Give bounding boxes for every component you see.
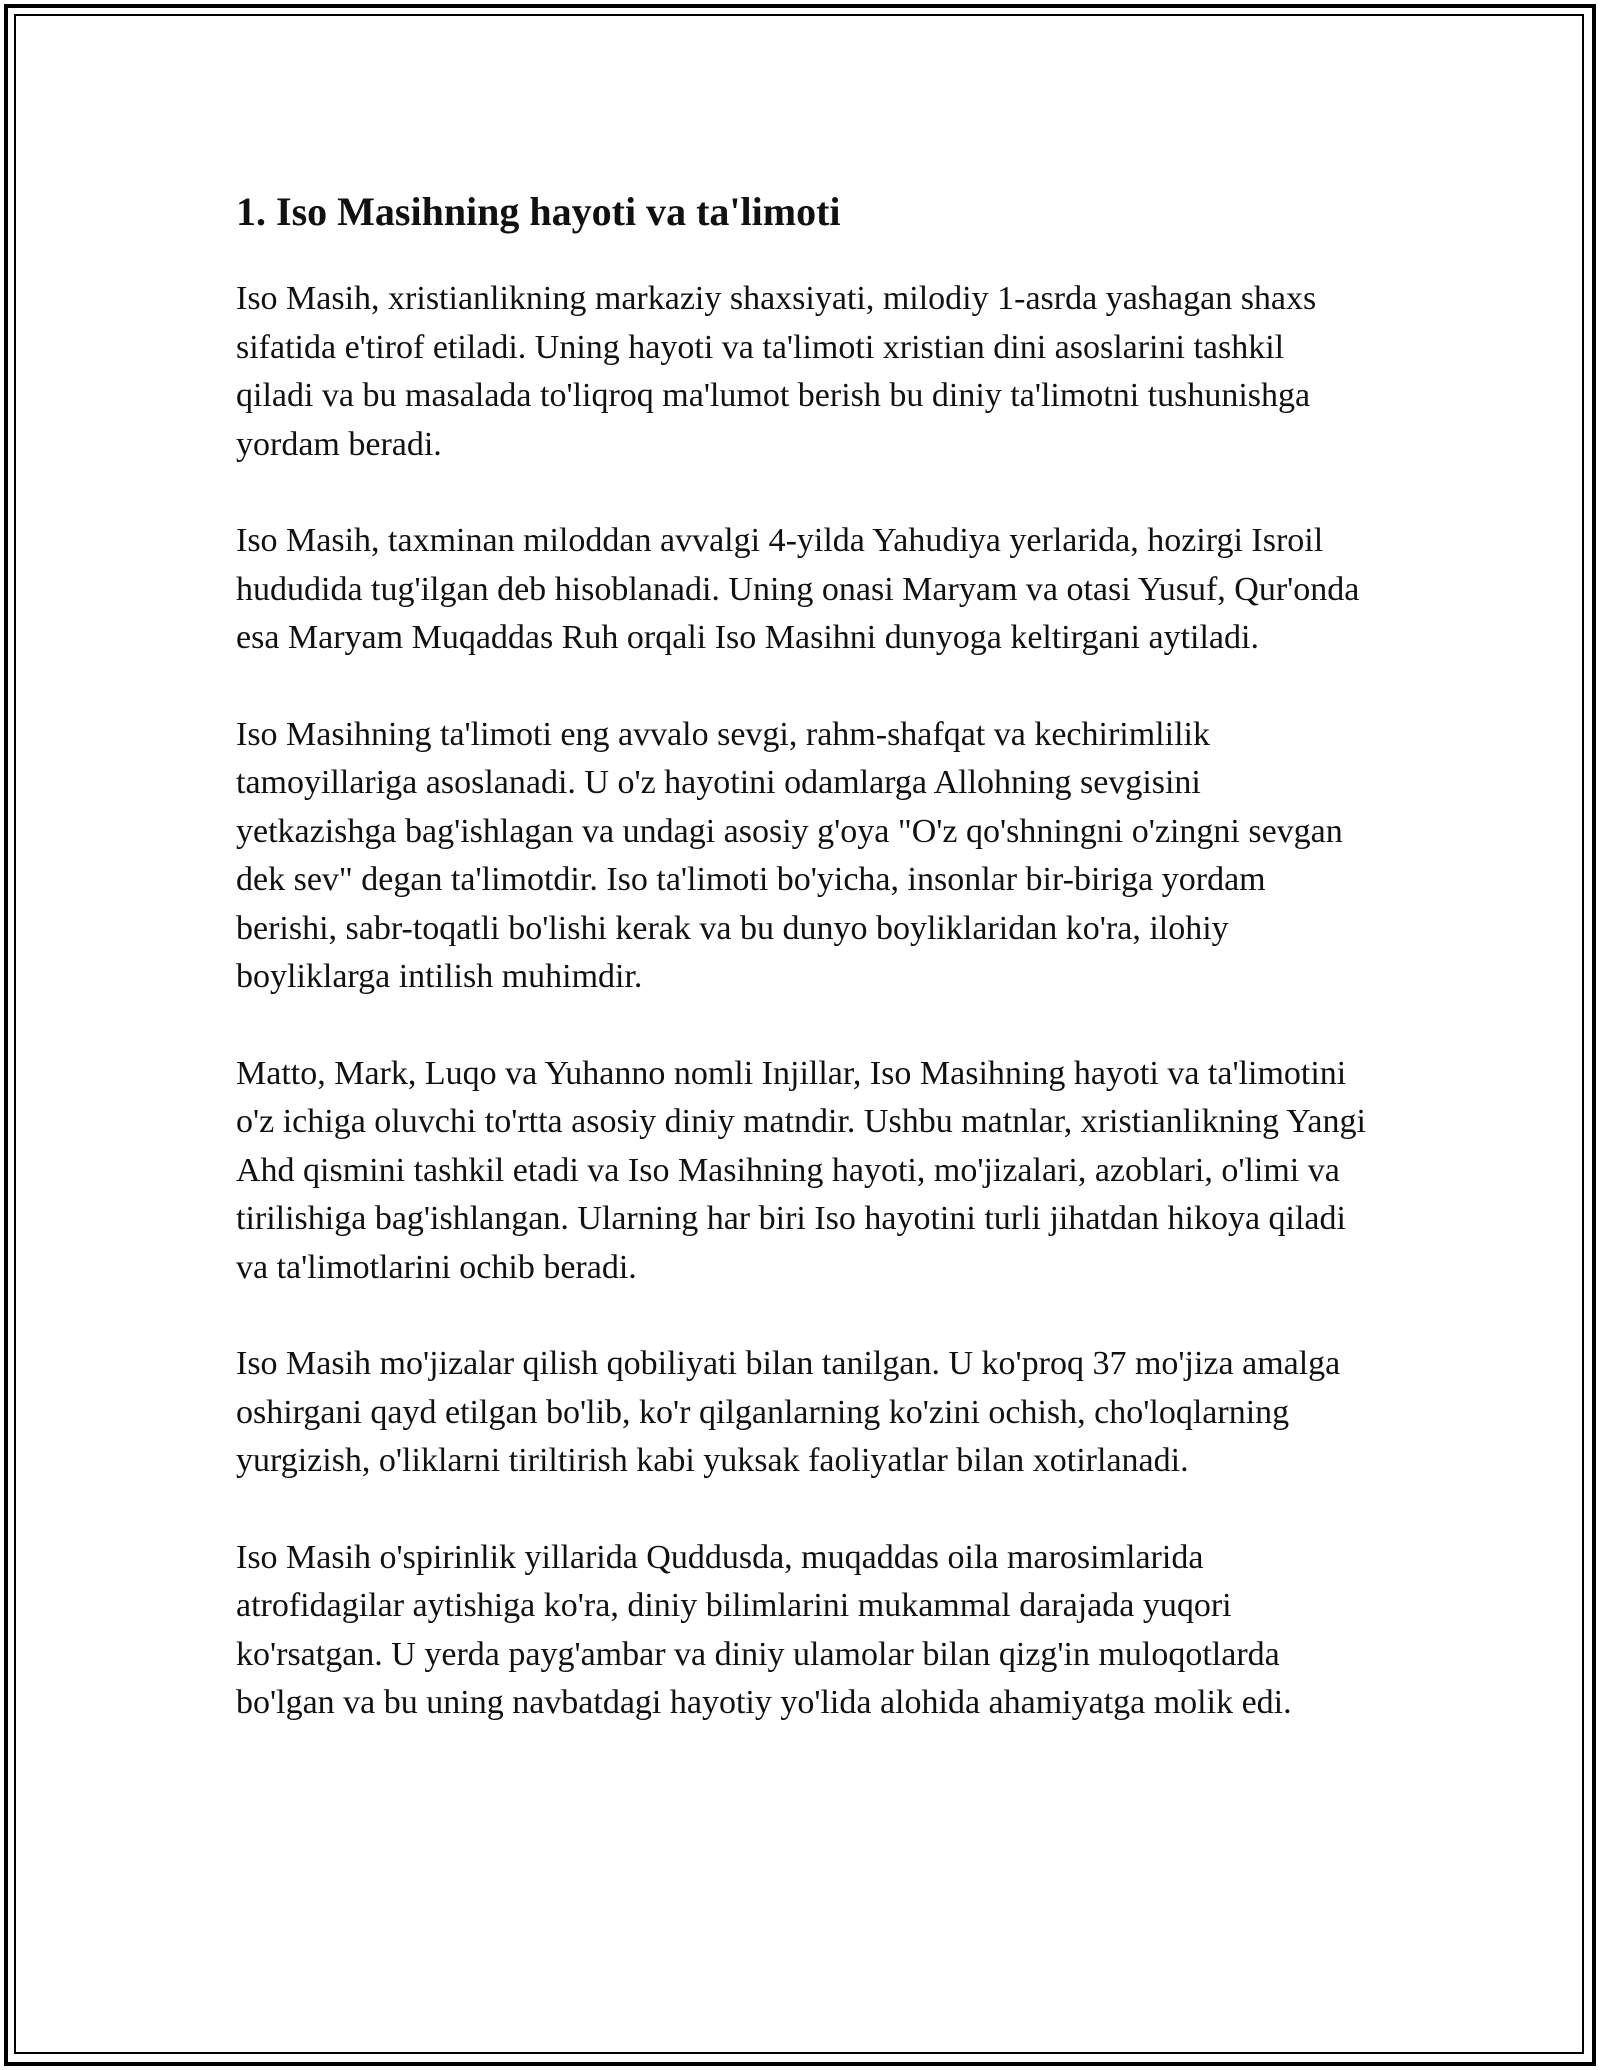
paragraph: Iso Masih, xristianlikning markaziy shaxsiyati, milodiy 1-asrda yashagan shaxs sifatida e'tirof etiladi. Uning hayoti va ta'limoti xristian dini asoslarini tashkil qiladi va bu masalada to'liqroq ma'lumot berish bu diniy ta'limotni tushunishga yordam beradi. [236, 280, 1317, 463]
paragraph: Iso Masih, taxminan miloddan avvalgi 4-yilda Yahudiya yerlarida, hozirgi Isroil hududida tug'ilgan deb hisoblanadi. Uning onasi Maryam va otasi Yusuf, Qur'onda esa Maryam Muqaddas Ruh orqali Iso Masihni dunyoga keltirgani aytiladi. [236, 522, 1360, 656]
section-heading: 1. Iso Masihning hayoti va ta'limoti [236, 189, 841, 234]
paragraph: Iso Masihning ta'limoti eng avvalo sevgi, rahm-shafqat va kechirimlilik tamoyillariga asoslanadi. U o'z hayotini odamlarga Allohning sevgisini yetkazishga bag'ishlagan va undagi asosiy g'oya "O'z qo'shningni o'zingni sevgan dek sev" degan ta'limotdir. Iso ta'limoti bo'yicha, insonlar bir-biriga yordam berishi, sabr-toqatli bo'lishi kerak va bu dunyo boyliklaridan ko'ra, ilohiy boyliklarga intilish muhimdir. [236, 715, 1343, 995]
paragraph: Matto, Mark, Luqo va Yuhanno nomli Injillar, Iso Masihning hayoti va ta'limotini o'z ichiga oluvchi to'rtta asosiy diniy matndir. Ushbu matnlar, xristianlikning Yangi Ahd qismini tashkil etadi va Iso Masihning hayoti, mo'jizalari, azoblari, o'limi va tirilishiga bag'ishlangan. Ularning har biri Iso hayotini turli jihatdan hikoya qiladi va ta'limotlarini ochib beradi. [236, 1054, 1366, 1286]
paragraph: Iso Masih o'spirinlik yillarida Quddusda, muqaddas oila marosimlarida atrofidagilar aytishiga ko'ra, diniy bilimlarini mukammal darajada yuqori ko'rsatgan. U yerda payg'ambar va diniy ulamolar bilan qizg'in muloqotlarda bo'lgan va bu uning navbatdagi hayotiy yo'lida alohida ahamiyatga molik edi. [236, 1538, 1292, 1721]
document-body [236, 185, 1366, 1776]
paragraph: Iso Masih mo'jizalar qilish qobiliyati bilan tanilgan. U ko'proq 37 mo'jiza amalga oshirgani qayd etilgan bo'lib, ko'r qilganlarning ko'zini ochish, cho'loqlarning yurgizish, o'liklarni tiriltirish kabi yuksak faoliyatlar bilan xotirlanadi. [236, 1345, 1341, 1479]
